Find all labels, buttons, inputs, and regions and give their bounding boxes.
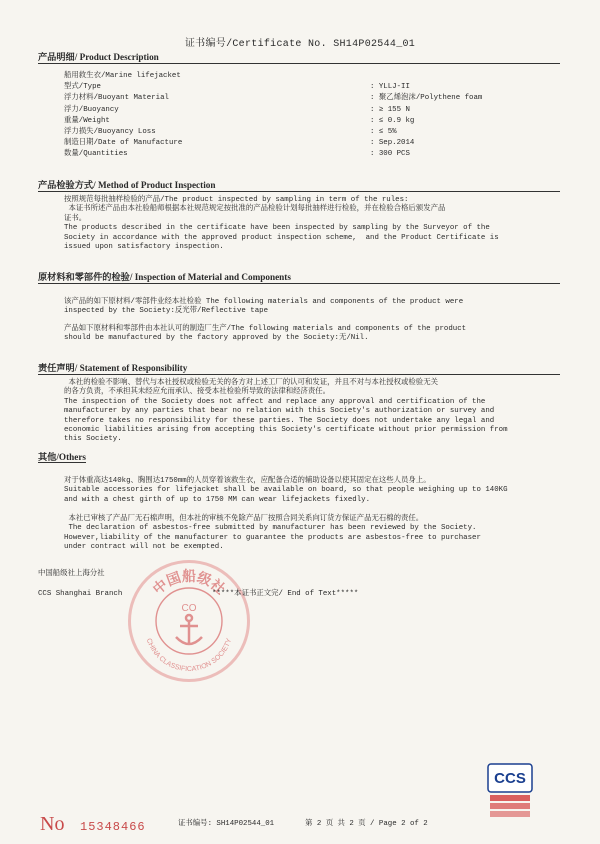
- description-label: 型式/Type: [64, 83, 101, 92]
- description-value: : YLLJ-II: [370, 83, 410, 92]
- section-responsibility: [38, 360, 560, 375]
- end-of-text: *****本证书正文完/ End of Text*****: [212, 590, 359, 598]
- description-label: 浮力损失/Buoyancy Loss: [64, 127, 156, 136]
- seal-co-text: CO: [181, 603, 197, 614]
- description-row: [64, 106, 544, 117]
- description-value: : Sep.2014: [370, 139, 415, 148]
- others-text-asbestos: 本社已审核了产品厂无石棉声明，但本社的审核不免除产品厂按照合同关系向订货方保证产品无石棉的责任。 The declaration of asbestos-free submitted by manufacturer has been reviewed by the Society. However,liability of the manufacturer to guarantee the products are asbestos-free to purchaser under contract will not be exempted.: [64, 515, 481, 552]
- section-inspection-method: [38, 177, 560, 192]
- official-seal: [128, 560, 250, 682]
- logo-text: CCS: [494, 770, 526, 787]
- description-row: [64, 128, 544, 139]
- certificate-reference: 证书编号: SH14P02544_01: [178, 820, 275, 828]
- hologram-stripes: [490, 795, 530, 817]
- page-indicator: 第 2 页 共 2 页 / Page 2 of 2: [305, 820, 428, 828]
- section-others: [38, 449, 560, 463]
- description-label: 船用救生衣/Marine lifejacket: [64, 72, 181, 80]
- description-row: [64, 72, 544, 83]
- serial-number-mark: No: [40, 813, 65, 835]
- responsibility-text: 本社的检验不影响、替代与本社授权或检验无关的各方对上述工厂的认可和发证，并且不对与本社授权或检验无关 的各方负责，不承担其未经应允而承认、接受本社检验所导致的法律和经济责任。 The inspection of the Society does not affect and replace any approval and certification of the manufacturer by any parties that bear no relation with this Society's authorization or survey and therefore takes no responsibility for these parties. The Society does not undertake any legal and economic liabilities arising from accepting this Society's certificate without prior permission from this Society.: [64, 379, 508, 444]
- ccs-logo: [484, 762, 536, 818]
- section-title: 责任声明/ Statement of Responsibility: [38, 363, 188, 373]
- description-label: 制造日期/Date of Manufacture: [64, 139, 183, 148]
- description-row: [64, 117, 544, 128]
- serial-number: 15348466: [80, 820, 146, 834]
- branch-name-en: CCS Shanghai Branch: [38, 590, 123, 598]
- seal-text-cn: 中国船级社: [150, 569, 228, 598]
- others-text-accessories: 对于体重高达140kg、胸围达1750mm的人员穿着该救生衣，应配备合适的辅助设备以使其固定在这些人员身上。 Suitable accessories for lifejacket shall be available on board, so that people weighing up to 140KG and with a chest girth of up to 1750 MM can wear lifejackets fixedly.: [64, 477, 508, 504]
- section-materials: [38, 269, 560, 284]
- description-row: [64, 83, 544, 94]
- description-value: : 聚乙烯泡沫/Polythene foam: [370, 94, 483, 103]
- product-description-table: [64, 72, 544, 162]
- section-title: 其他/Others: [38, 452, 86, 462]
- description-label: 重量/Weight: [64, 116, 110, 125]
- section-title: 产品检验方式/ Method of Product Inspection: [38, 180, 216, 190]
- description-row: [64, 139, 544, 150]
- description-label: 浮力/Buoyancy: [64, 105, 119, 114]
- description-value: : 300 PCS: [370, 150, 410, 159]
- ccs-logo-graphic: [484, 762, 536, 818]
- materials-text-inspected: 该产品的如下原材料/零部件业经本社检验 The following materials and components of the product were inspected by the Society:反光带/Reflective tape: [64, 298, 464, 316]
- branch-name-cn: 中国船级社上海分社: [38, 570, 105, 578]
- inspection-text: 按照规范每批抽样检验的产品/The product inspected by sampling in term of the rules: 本证书所述产品由本社验船师根据本社规范规定按批准的产品检验计划每批抽样进行检验，并在检验合格后颁发产品 证书。 The products described in the certificate have been inspected by sampling by the Surveyor of the Society in accordance with the approved product inspection scheme, and the Product Certificate is issued upon satisfactory inspection.: [64, 196, 499, 252]
- materials-text-approved: 产品如下原材料和零部件由本社认可的制造厂生产/The following materials and components of the product should be manufactured by the factory approved by the Society:无/Nil.: [64, 325, 467, 343]
- description-label: 浮力材料/Buoyant Material: [64, 94, 169, 103]
- description-value: [370, 72, 544, 83]
- section-product-description: [38, 49, 560, 64]
- seal-text-en: CHINA CLASSIFICATION SOCIETY: [144, 637, 234, 674]
- description-row: [64, 150, 544, 161]
- anchor-icon: [176, 615, 202, 644]
- description-value: : ≤ 0.9 kg: [370, 116, 415, 125]
- section-title: 产品明细/ Product Description: [38, 52, 159, 62]
- certificate-number: 证书编号/Certificate No. SH14P02544_01: [184, 39, 416, 50]
- description-value: : ≥ 155 N: [370, 105, 410, 114]
- description-row: [64, 94, 544, 105]
- description-label: 数量/Quantities: [64, 150, 128, 159]
- seal-graphic: [131, 563, 247, 679]
- description-value: : ≤ 5%: [370, 127, 397, 136]
- section-title: 原材料和零部件的检验/ Inspection of Material and Components: [38, 272, 291, 282]
